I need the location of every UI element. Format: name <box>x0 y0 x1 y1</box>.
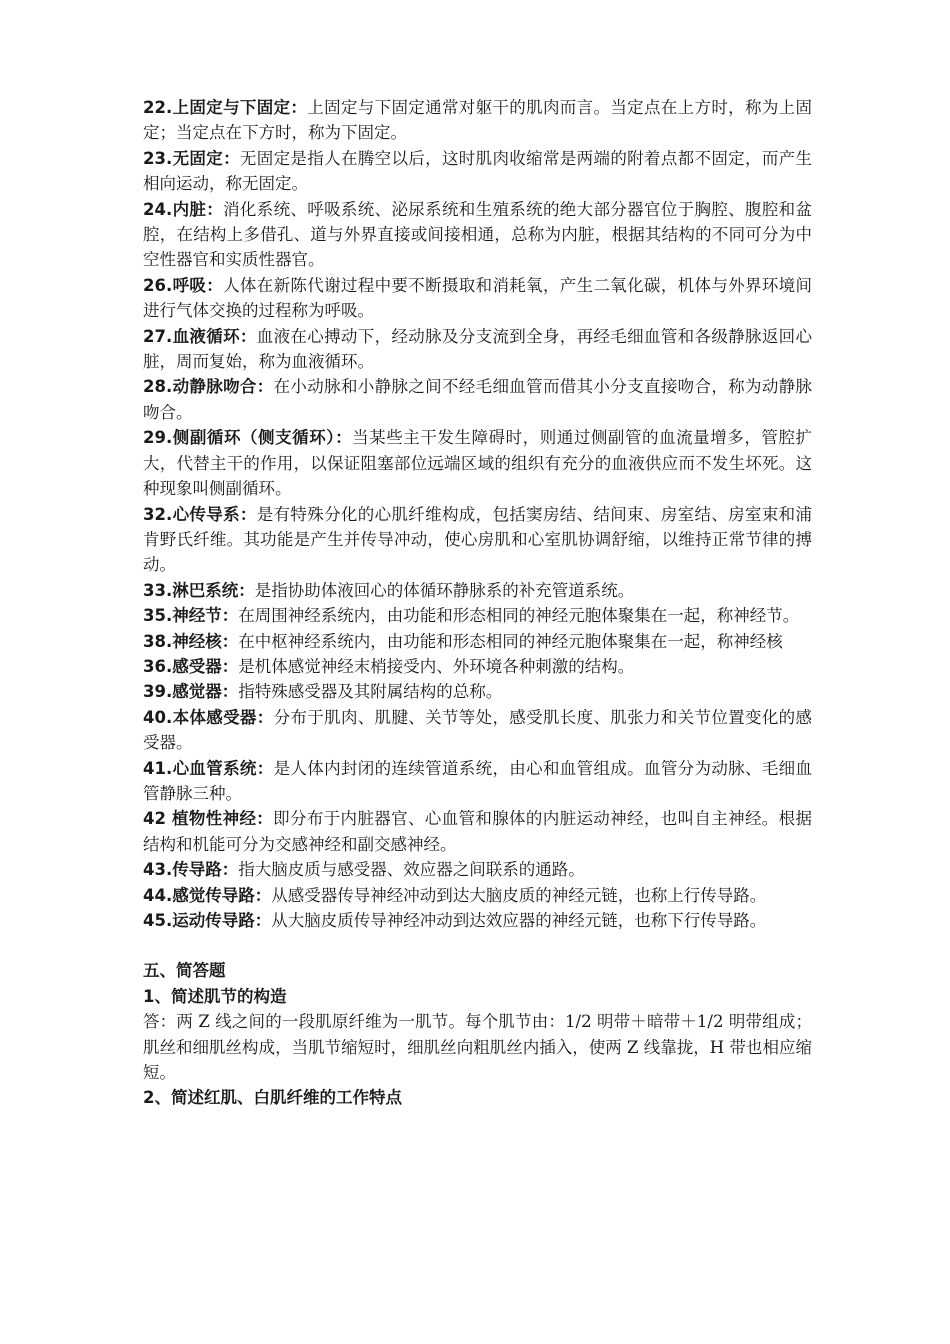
entry-definition: 分布于肌肉、肌腱、关节等处，感受肌长度、肌张力和关节位置变化的感受器。 <box>143 707 813 753</box>
entry-definition: 即分布于内脏器官、心血管和腺体的内脏运动神经，也叫自主神经。根据结构和机能可分为交感神经和副交感神经。 <box>143 809 812 854</box>
question-2: 2、简述红肌、白肌纤维的工作特点 <box>143 1088 402 1108</box>
entry-definition: 是人体内封闭的连续管道系统，由心和血管组成。血管分为动脉、毛细血管静脉三种。 <box>143 758 813 803</box>
section-spacer <box>143 933 812 958</box>
entry-definition: 指大脑皮质与感受器、效应器之间联系的通路。 <box>238 860 585 880</box>
entry-term: 36.感受器： <box>143 656 239 676</box>
entry-term: 33.淋巴系统： <box>143 580 255 600</box>
entry-definition: 从感受器传导神经冲动到达大脑皮质的神经元链，也称上行传导路。 <box>271 885 767 905</box>
entry-definition: 血液在心搏动下，经动脉及分支流到全身，再经毛细血管和各级静脉返回心脏，周而复始，称为血液循环。 <box>143 326 812 372</box>
entry-term: 38.神经核： <box>143 631 239 651</box>
answer-1: 答：两 Z 线之间的一段肌原纤维为一肌节。每个肌节由：1/2 明带＋暗带＋1/2 明带组成；肌丝和细肌丝构成，当肌节缩短时，细肌丝向粗肌丝内插入，使两 Z 线靠拢，H 带也相应缩短。 <box>143 1012 812 1083</box>
glossary-entry-28 <box>143 374 812 425</box>
section-heading: 五、简答题 <box>143 961 226 981</box>
glossary-entry-24 <box>143 197 812 273</box>
entry-definition: 是机体感觉神经末梢接受内、外环境各种刺激的结构。 <box>238 656 635 676</box>
question-1: 1、简述肌节的构造 <box>143 986 287 1006</box>
entry-term: 29.侧副循环（侧支循环）： <box>143 428 353 448</box>
entry-definition: 在小动脉和小静脉之间不经毛细血管而借其小分支直接吻合，称为动静脉吻合。 <box>143 377 813 422</box>
entry-definition: 消化系统、呼吸系统、泌尿系统和生殖系统的绝大部分器官位于胸腔、腹腔和盆腔，在结构上多借孔、道与外界直接或间接相通，总称为内脏，根据其结构的不同可分为中空性器官和实质性器官。 <box>143 199 812 270</box>
entry-term: 40.本体感受器： <box>143 707 274 727</box>
glossary-entry-39 <box>143 679 812 704</box>
entry-term: 32.心传导系： <box>143 504 257 524</box>
entry-term: 28.动静脉吻合： <box>143 377 274 397</box>
glossary-entry-40 <box>143 705 812 756</box>
entry-definition: 是有特殊分化的心肌纤维构成，包括窦房结、结间束、房室结、房室束和浦肯野氏纤维。其功能是产生并传导冲动，使心房肌和心室肌协调舒缩，以维持正常节律的搏动。 <box>143 504 812 575</box>
entry-term: 26.呼吸： <box>143 275 224 295</box>
glossary-entry-35 <box>143 603 812 628</box>
entry-term: 41.心血管系统： <box>143 758 274 778</box>
entry-term: 24.内脏： <box>143 199 224 219</box>
entry-term: 45.运动传导路： <box>143 911 272 930</box>
glossary-entry-42 <box>143 806 812 857</box>
entry-definition: 是指协助体液回心的体循环静脉系的补充管道系统。 <box>254 580 635 600</box>
entry-definition: 在中枢神经系统内，由功能和形态相同的神经元胞体聚集在一起，称神经核 <box>238 631 783 651</box>
glossary-entry-23 <box>143 146 812 197</box>
entry-term: 23.无固定： <box>143 148 240 168</box>
glossary-entry-29 <box>143 425 812 501</box>
entry-definition: 上固定与下固定通常对躯干的肌肉而言。当定点在上方时，称为上固定；当定点在下方时，称为下固定。 <box>143 98 813 143</box>
entry-term: 35.神经节： <box>143 606 239 626</box>
entry-term: 44.感觉传导路： <box>143 885 272 905</box>
short-answer-section <box>143 958 812 1110</box>
entry-definition: 在周围神经系统内，由功能和形态相同的神经元胞体聚集在一起，称神经节。 <box>238 606 800 626</box>
glossary-entry-44 <box>143 883 812 908</box>
glossary-entry-43 <box>143 857 812 882</box>
glossary-list <box>143 95 812 933</box>
glossary-entry-45 <box>143 908 812 933</box>
entry-term: 39.感觉器： <box>143 682 239 702</box>
glossary-entry-36 <box>143 654 812 679</box>
entry-definition: 指特殊感受器及其附属结构的总称。 <box>238 682 503 702</box>
entry-term: 27.血液循环： <box>143 326 257 346</box>
entry-term: 22.上固定与下固定： <box>143 98 308 117</box>
glossary-entry-26 <box>143 273 812 324</box>
entry-term: 42 植物性神经： <box>143 809 274 829</box>
glossary-entry-27 <box>143 324 812 375</box>
glossary-entry-41 <box>143 756 812 807</box>
glossary-entry-32 <box>143 502 812 578</box>
glossary-entry-33 <box>143 578 812 603</box>
entry-definition: 人体在新陈代谢过程中要不断摄取和消耗氧，产生二氧化碳，机体与外界环境间进行气体交换的过程称为呼吸。 <box>143 275 812 321</box>
entry-definition: 无固定是指人在腾空以后，这时肌肉收缩常是两端的附着点都不固定，而产生相向运动，称无固定。 <box>143 148 813 194</box>
glossary-entry-38 <box>143 629 812 654</box>
entry-definition: 当某些主干发生障碍时，则通过侧副管的血流量增多，管腔扩大，代替主干的作用，以保证阻塞部位远端区域的组织有充分的血液供应而不发生坏死。这种现象叫侧副循环。 <box>143 428 813 499</box>
entry-term: 43.传导路： <box>143 860 239 880</box>
entry-definition: 从大脑皮质传导神经冲动到达效应器的神经元链，也称下行传导路。 <box>271 911 767 930</box>
glossary-entry-22 <box>143 95 812 146</box>
